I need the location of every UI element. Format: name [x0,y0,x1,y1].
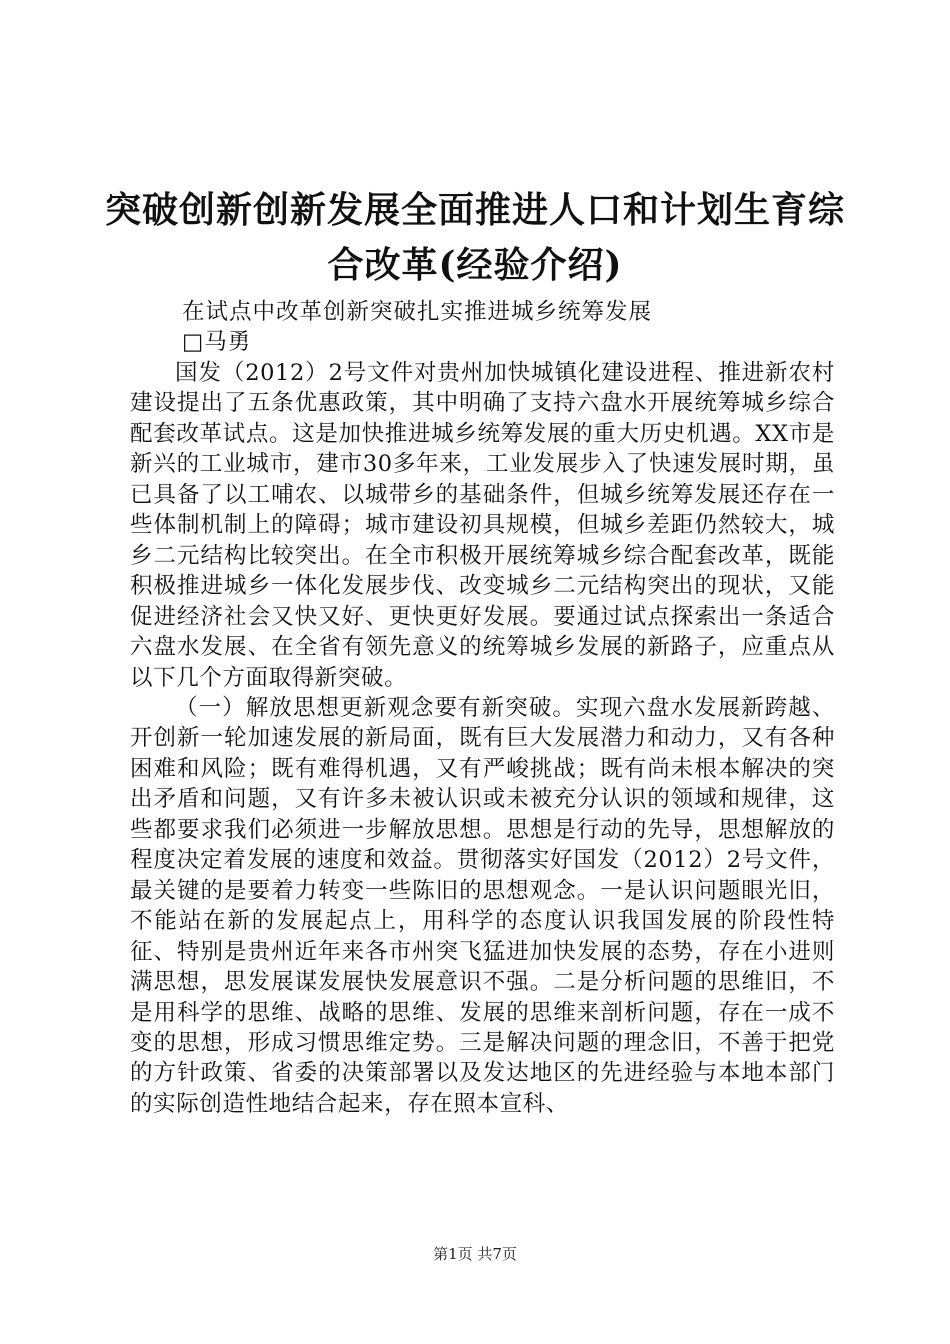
document-subtitle: 在试点中改革创新突破扎实推进城乡统筹发展 [182,299,653,325]
document-title-line-2: 合改革(经验介绍) [327,244,623,286]
document-body [130,358,835,1119]
document-title-line-1: 突破创新创新发展全面推进人口和计划生育综 [104,189,845,231]
body-paragraph-1: 国发（2012）2号文件对贵州加快城镇化建设进程、推进新农村建设提出了五条优惠政策，其中明确了支持六盘水开展统筹城乡综合配套改革试点。这是加快推进城乡统筹发展的重大历史机遇。XX市是新兴的工业城市，建市30多年来，工业发展步入了快速发展时期，虽已具备了以工哺农、以城带乡的基础条件，但城乡统筹发展还存在一些体制机制上的障碍；城市建设初具规模，但城乡差距仍然较大，城乡二元结构比较突出。在全市积极开展统筹城乡综合配套改革，既能积极推进城乡一体化发展步伐、改变城乡二元结构突出的现状，又能促进经济社会又快又好、更快更好发展。要通过试点探索出一条适合六盘水发展、在全省有领先意义的统筹城乡发展的新路子，应重点从以下几个方面取得新突破。 [130,360,835,691]
page-footer: 第1页 共7页 [433,1245,517,1263]
body-paragraph-2: （一）解放思想更新观念要有新突破。实现六盘水发展新跨越、开创新一轮加速发展的新局面，既有巨大发展潜力和动力，又有各种困难和风险；既有难得机遇，又有严峻挑战；既有尚未根本解决的突出矛盾和问题，又有许多未被认识或未被充分认识的领域和规律，这些都要求我们必须进一步解放思想。思想是行动的先导，思想解放的程度决定着发展的速度和效益。贯彻落实好国发（2012）2号文件，最关键的是要着力转变一些陈旧的思想观念。一是认识问题眼光旧，不能站在新的发展起点上，用科学的态度认识我国发展的阶段性特征、特别是贵州近年来各市州突飞猛进加快发展的态势，存在小进则满思想，思发展谋发展快发展意识不强。二是分析问题的思维旧，不是用科学的思维、战略的思维、发展的思维来剖析问题，存在一成不变的思想，形成习惯思维定势。三是解决问题的理念旧，不善于把党的方针政策、省委的决策部署以及发达地区的先进经验与本地本部门的实际创造性地结合起来，存在照本宣科、 [130,694,835,1117]
document-author: □马勇 [182,329,252,355]
